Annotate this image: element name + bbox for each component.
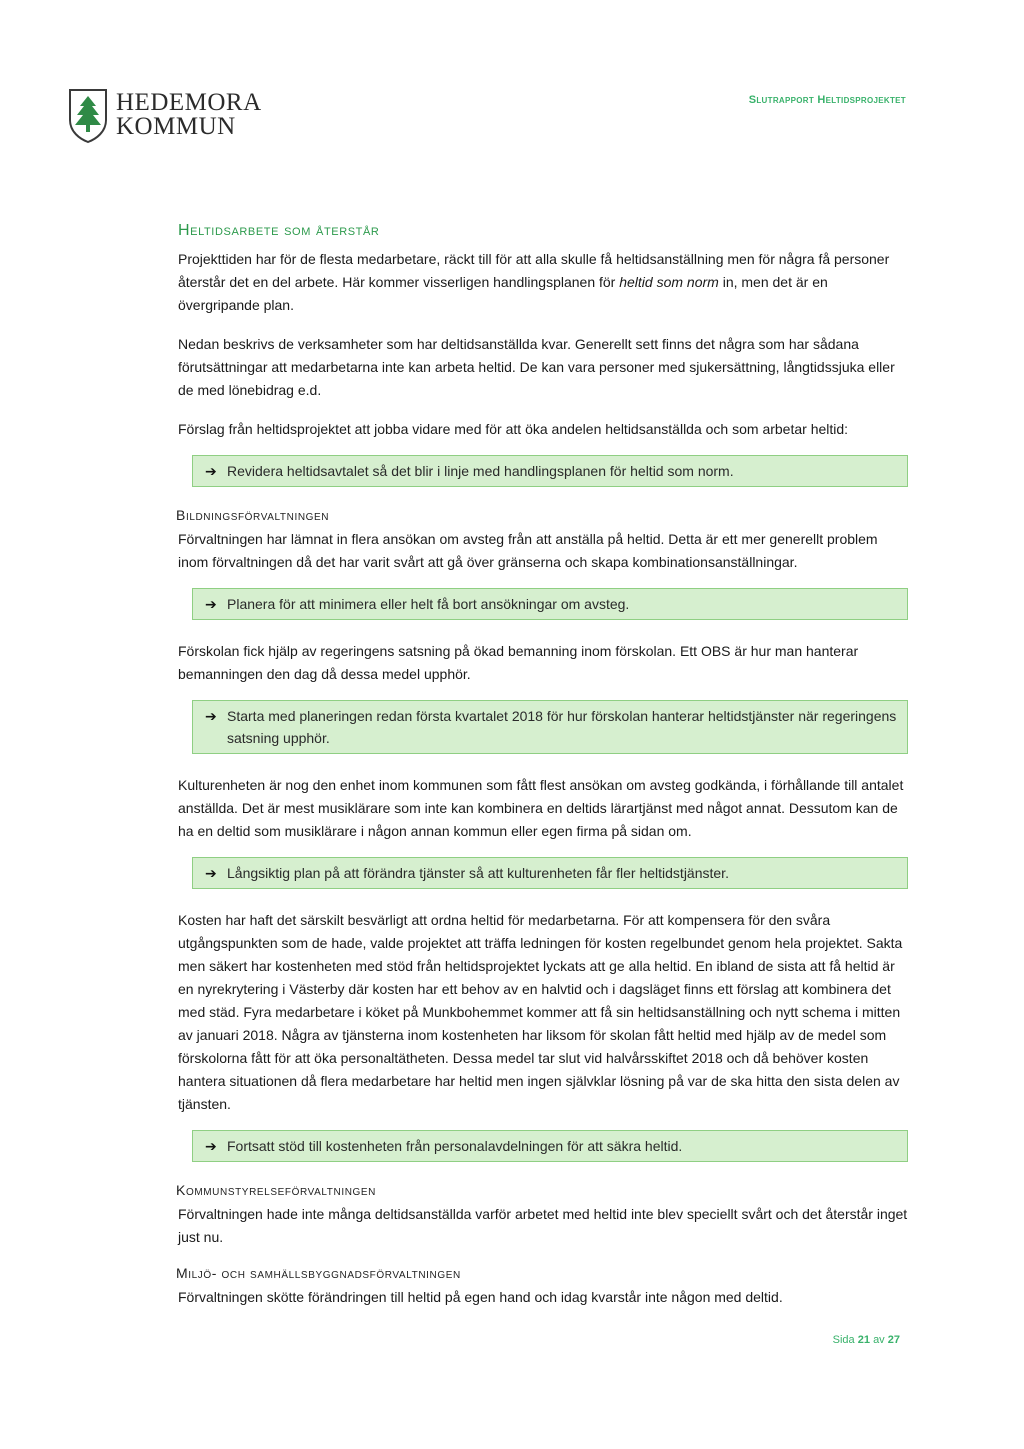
spruce-tree-shield-icon (66, 86, 110, 144)
page-total: 27 (887, 1334, 900, 1346)
callout-starta (192, 700, 908, 754)
page-prefix: Sida (832, 1334, 855, 1346)
page-content (174, 222, 908, 1325)
arrow-icon: ➔ (205, 463, 217, 479)
arrow-icon: ➔ (205, 596, 217, 612)
arrow-icon: ➔ (205, 865, 217, 881)
page-separator: av (873, 1334, 885, 1346)
main-heading: Heltidsarbete som återstår (178, 222, 380, 239)
page-current: 21 (857, 1334, 870, 1346)
heading-miljo-samhallsbyggnad: Miljö- och samhällsbyggnadsförvaltningen (176, 1265, 461, 1281)
arrow-icon: ➔ (205, 1138, 217, 1154)
callout-fortsatt (192, 1130, 908, 1162)
report-title: Slutrapport Heltidsprojektet (748, 94, 906, 106)
page-header (66, 86, 906, 148)
callout-text: Revidera heltidsavtalet så det blir i linje med handlingsplanen för heltid som norm. (227, 463, 734, 479)
callout-text: Starta med planeringen redan första kvartalet 2018 för hur förskolan hanterar heltidstjänster när regeringens satsning upphör. (227, 708, 897, 746)
arrow-icon: ➔ (205, 708, 217, 724)
callout-langsiktig (192, 857, 908, 889)
paragraph-intro-a: Projekttiden har för de flesta medarbetare, räckt till för att alla skulle få heltidsanställning men för några få personer återstår det en del arbete. Här kommer visserligen handlingsplanen för (178, 251, 890, 290)
paragraph-miljo: Förvaltningen skötte förändringen till heltid på egen hand och idag kvarstår inte någon med deltid. (178, 1289, 783, 1305)
paragraph-kultur: Kulturenheten är nog den enhet inom kommunen som fått flest ansökan om avsteg godkända, i förhållande till antalet anställda. Det är mest musiklärare som inte kan kombinera en deltids lärartjänst med något annat. Dessutom kan de ha en deltid som musiklärare i någon annan kommun eller egen firma på sidan om. (178, 777, 904, 839)
paragraph-kosten: Kosten har haft det särskilt besvärligt att ordna heltid för medarbetarna. För att kompensera för den svåra utgångspunkten som de hade, valde projektet att träffa ledningen för kosten regelbundet genom hela projektet. Sakta men säkert har kostenheten med stöd från heltidsprojektet lyckats att ge alla heltid. En ibland de sista att få heltid är en nyrekrytering i Västerby där kosten har ett behov av en halvtid och i dagsläget finns ett förslag att kombinera det med städ. Fyra medarbetare i köket på Munkbohemmet kommer att få sin heltidsanställning och nytt schema i mitten av januari 2018. Några av tjänsterna inom kostenheten har liksom för skolan fått heltid med hjälp av de medel som förskolorna fått för att öka personaltätheten. Dessa medel tar slut vid halvårsskiftet 2018 och då behöver kosten hantera situationen då flera medarbetare har heltid men ingen självklar lösning på var de ska hitta den sista delen av tjänsten. (178, 912, 903, 1112)
paragraph-bildning: Förvaltningen har lämnat in flera ansökan om avsteg från att anställa på heltid. Detta är ett mer generellt problem inom förvaltningen då det har varit svårt att gå över gränserna och skapa kombinationsanställningar. (178, 531, 878, 570)
callout-text: Planera för att minimera eller helt få bort ansökningar om avsteg. (227, 596, 630, 612)
page-number (833, 1334, 900, 1346)
callout-text: Fortsatt stöd till kostenheten från personalavdelningen för att säkra heltid. (227, 1138, 683, 1154)
emphasis-heltid-som-norm: heltid som norm (619, 274, 719, 290)
callout-text: Långsiktig plan på att förändra tjänster så att kulturenheten får fler heltidstjänster. (227, 865, 729, 881)
paragraph-forskolan: Förskolan fick hjälp av regeringens satsning på ökad bemanning inom förskolan. Ett OBS är hur man hanterar bemanningen den dag då dessa medel upphör. (178, 643, 859, 682)
paragraph-forslag: Förslag från heltidsprojektet att jobba vidare med för att öka andelen heltidsanställda och som arbetar heltid: (178, 421, 849, 437)
paragraph-intro (178, 248, 908, 317)
callout-planera (192, 588, 908, 620)
logo-line-2: KOMMUN (116, 113, 236, 140)
heading-kommunstyrelse: Kommunstyrelseförvaltningen (176, 1182, 377, 1198)
heading-bildning: Bildningsförvaltningen (176, 507, 330, 523)
logo-line-1: HEDEMORA (116, 89, 262, 116)
callout-revidera (192, 455, 908, 487)
municipality-logo (66, 86, 262, 144)
paragraph-intro-b: in, men det är en övergripande plan. (178, 274, 828, 313)
paragraph-kommunstyrelse: Förvaltningen hade inte många deltidsanställda varför arbetet med heltid inte blev speciellt svårt och det återstår inget just nu. (178, 1206, 908, 1245)
paragraph-deltid: Nedan beskrivs de verksamheter som har deltidsanställda kvar. Generellt sett finns det några som har sådana förutsättningar att medarbetarna inte kan arbeta heltid. De kan vara personer med sjukersättning, långtidssjuka eller de med lönebidrag e.d. (178, 336, 895, 398)
